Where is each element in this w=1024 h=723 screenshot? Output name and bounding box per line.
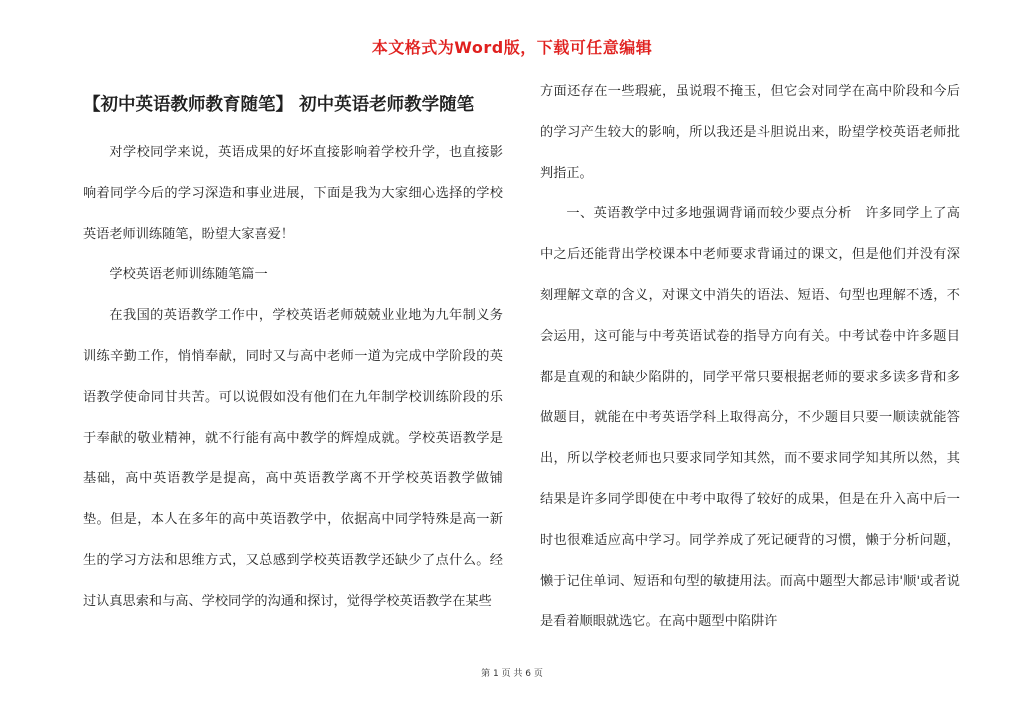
continued-paragraph: 方面还存在一些瑕疵，虽说瑕不掩玉，但它会对同学在高中阶段和今后的学习产生较大的影响，所以我还是斗胆说出来，盼望学校英语老师批判指正。 — [540, 84, 960, 181]
intro-paragraph: 对学校同学来说，英语成果的好坏直接影响着学校升学，也直接影响着同学今后的学习深造和事业进展，下面是我为大家细心选择的学校英语老师训练随笔，盼望大家喜爱！ — [83, 145, 503, 242]
right-column — [540, 72, 960, 643]
document-title: 【初中英语教师教育随笔】 初中英语老师教学随笔 — [83, 95, 475, 115]
section-heading: 学校英语老师训练随笔篇一 — [109, 267, 268, 283]
body-paragraph: 在我国的英语教学工作中，学校英语老师兢兢业业地为九年制义务训练辛勤工作，悄悄奉献，同时又与高中老师一道为完成中学阶段的英语教学使命同甘共苦。可以说假如没有他们在九年制学校训练阶段的乐于奉献的敬业精神，就不行能有高中教学的辉煌成就。学校英语教学是基础，高中英语教学是提高，高中英语教学离不开学校英语教学做铺垫。但是，本人在多年的高中英语教学中，依据高中同学特殊是高一新生的学习方法和思维方式，又总感到学校英语教学还缺少了点什么。经过认真思索和与高、学校同学的沟通和探讨，觉得学校英语教学在某些 — [83, 308, 503, 609]
editable-format-banner: 本文格式为Word版，下载可任意编辑 — [371, 38, 653, 57]
left-column — [83, 85, 503, 623]
page-number: 第 1 页 共 6 页 — [481, 669, 543, 679]
point-one-paragraph: 一、英语教学中过多地强调背诵而较少要点分析 许多同学上了高中之后还能背出学校课本中老师要求背诵过的课文，但是他们并没有深刻理解文章的含义，对课文中消失的语法、短语、句型也理解不透，不会运用，这可能与中考英语试卷的指导方向有关。中考试卷中许多题目都是直观的和缺少陷阱的，同学平常只要根据老师的要求多读多背和多做题目，就能在中考英语学科上取得高分，不少题目只要一顺读就能答出，所以学校老师也只要求同学知其然，而不要求同学知其所以然，其结果是许多同学即使在中考中取得了较好的成果，但是在升入高中后一时也很难适应高中学习。同学养成了死记硬背的习惯，懒于分析问题，懒于记住单词、短语和句型的敏捷用法。而高中题型大都忌讳'顺'或者说是看着顺眼就选它。在高中题型中陷阱许 — [540, 206, 960, 630]
